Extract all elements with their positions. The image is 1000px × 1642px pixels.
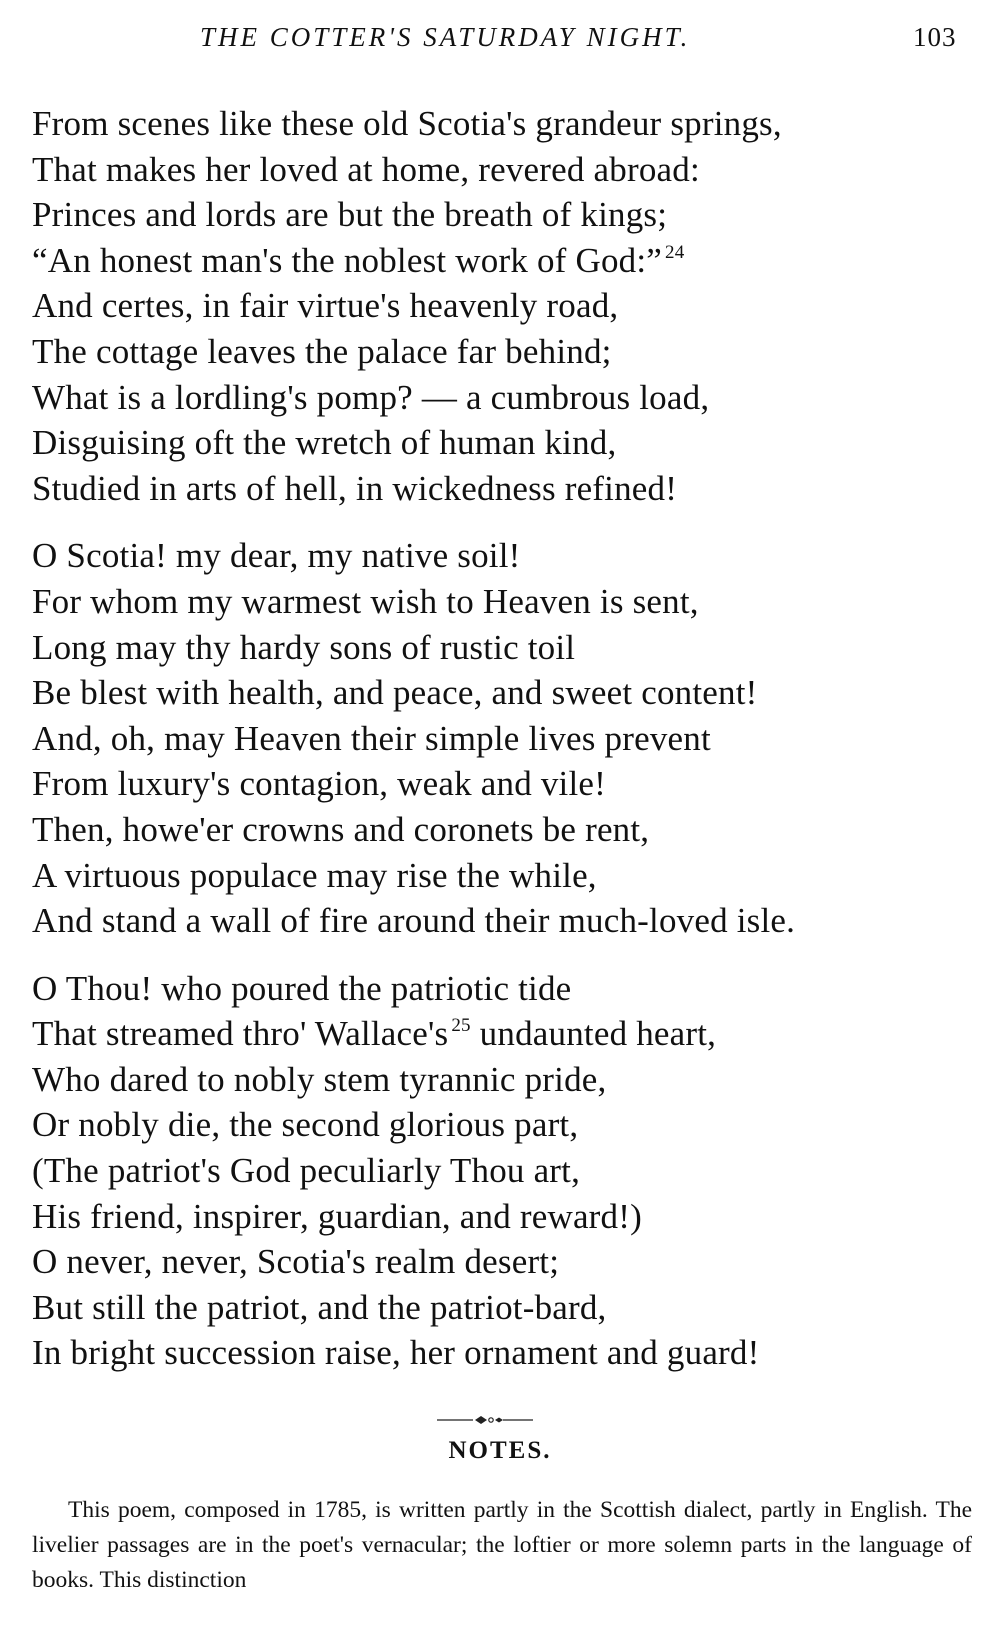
stanza — [32, 966, 972, 1376]
poem — [32, 101, 972, 1376]
poem-line-text: “An honest man's the noblest work of God:” — [32, 240, 663, 280]
poem-line-text: undaunted heart, — [470, 1014, 717, 1054]
notes-heading: NOTES. — [448, 1437, 552, 1464]
poem-line: That makes her loved at home, revered abroad: — [32, 149, 700, 189]
poem-line: His friend, inspirer, guardian, and reward!) — [32, 1196, 642, 1236]
poem-line: From scenes like these old Scotia's grandeur springs, — [32, 104, 782, 143]
poem-line: In bright succession raise, her ornament and guard! — [32, 1333, 760, 1373]
poem-line: What is a lordling's pomp? — a cumbrous load, — [32, 377, 710, 417]
poem-line: Princes and lords are but the breath of kings; — [32, 195, 668, 235]
notes-paragraph: This poem, composed in 1785, is written partly in the Scottish dialect, partly in English. The livelier passages are in the poet's vernacular; the loftier or more solemn parts in the language of books. This distinction — [32, 1497, 972, 1593]
poem-line: Long may thy hardy sons of rustic toil — [32, 627, 576, 667]
poem-line-text: That streamed thro' Wallace's — [32, 1014, 449, 1054]
running-head — [0, 18, 1000, 58]
poem-line: And stand a wall of fire around their much-loved isle. — [32, 901, 796, 941]
poem-line: And certes, in fair virtue's heavenly road, — [32, 286, 619, 326]
poem-line — [32, 238, 972, 284]
poem-line: Studied in arts of hell, in wickedness refined! — [32, 468, 678, 508]
poem-line: (The patriot's God peculiarly Thou art, — [32, 1151, 581, 1191]
poem-line: O never, never, Scotia's realm desert; — [32, 1242, 560, 1282]
poem-line: O Scotia! my dear, my native soil! — [32, 536, 521, 576]
poem-line: And, oh, may Heaven their simple lives prevent — [32, 718, 711, 758]
poem-line: Disguising oft the wretch of human kind, — [32, 423, 617, 463]
poem-line: Who dared to nobly stem tyrannic pride, — [32, 1059, 607, 1099]
page-number: 103 — [913, 22, 957, 52]
note-reference: 24 — [665, 241, 685, 263]
poem-line: Be blest with health, and peace, and sweet content! — [32, 673, 758, 713]
section-divider-ornament — [435, 1413, 535, 1427]
stanza — [32, 101, 972, 511]
poem-line: A virtuous populace may rise the while, — [32, 855, 597, 895]
poem-line: But still the patriot, and the patriot-bard, — [32, 1287, 607, 1327]
stanza — [32, 533, 972, 943]
poem-line — [32, 1011, 972, 1057]
running-title: THE COTTER'S SATURDAY NIGHT. — [200, 22, 691, 52]
poem-line: The cottage leaves the palace far behind; — [32, 331, 612, 371]
poem-line: O Thou! who poured the patriotic tide — [32, 968, 572, 1008]
poem-line: Then, howe'er crowns and coronets be rent, — [32, 809, 650, 849]
poem-line: For whom my warmest wish to Heaven is sent, — [32, 581, 699, 621]
note-reference: 25 — [451, 1015, 471, 1037]
poem-line: From luxury's contagion, weak and vile! — [32, 764, 606, 804]
poem-line: Or nobly die, the second glorious part, — [32, 1105, 579, 1145]
